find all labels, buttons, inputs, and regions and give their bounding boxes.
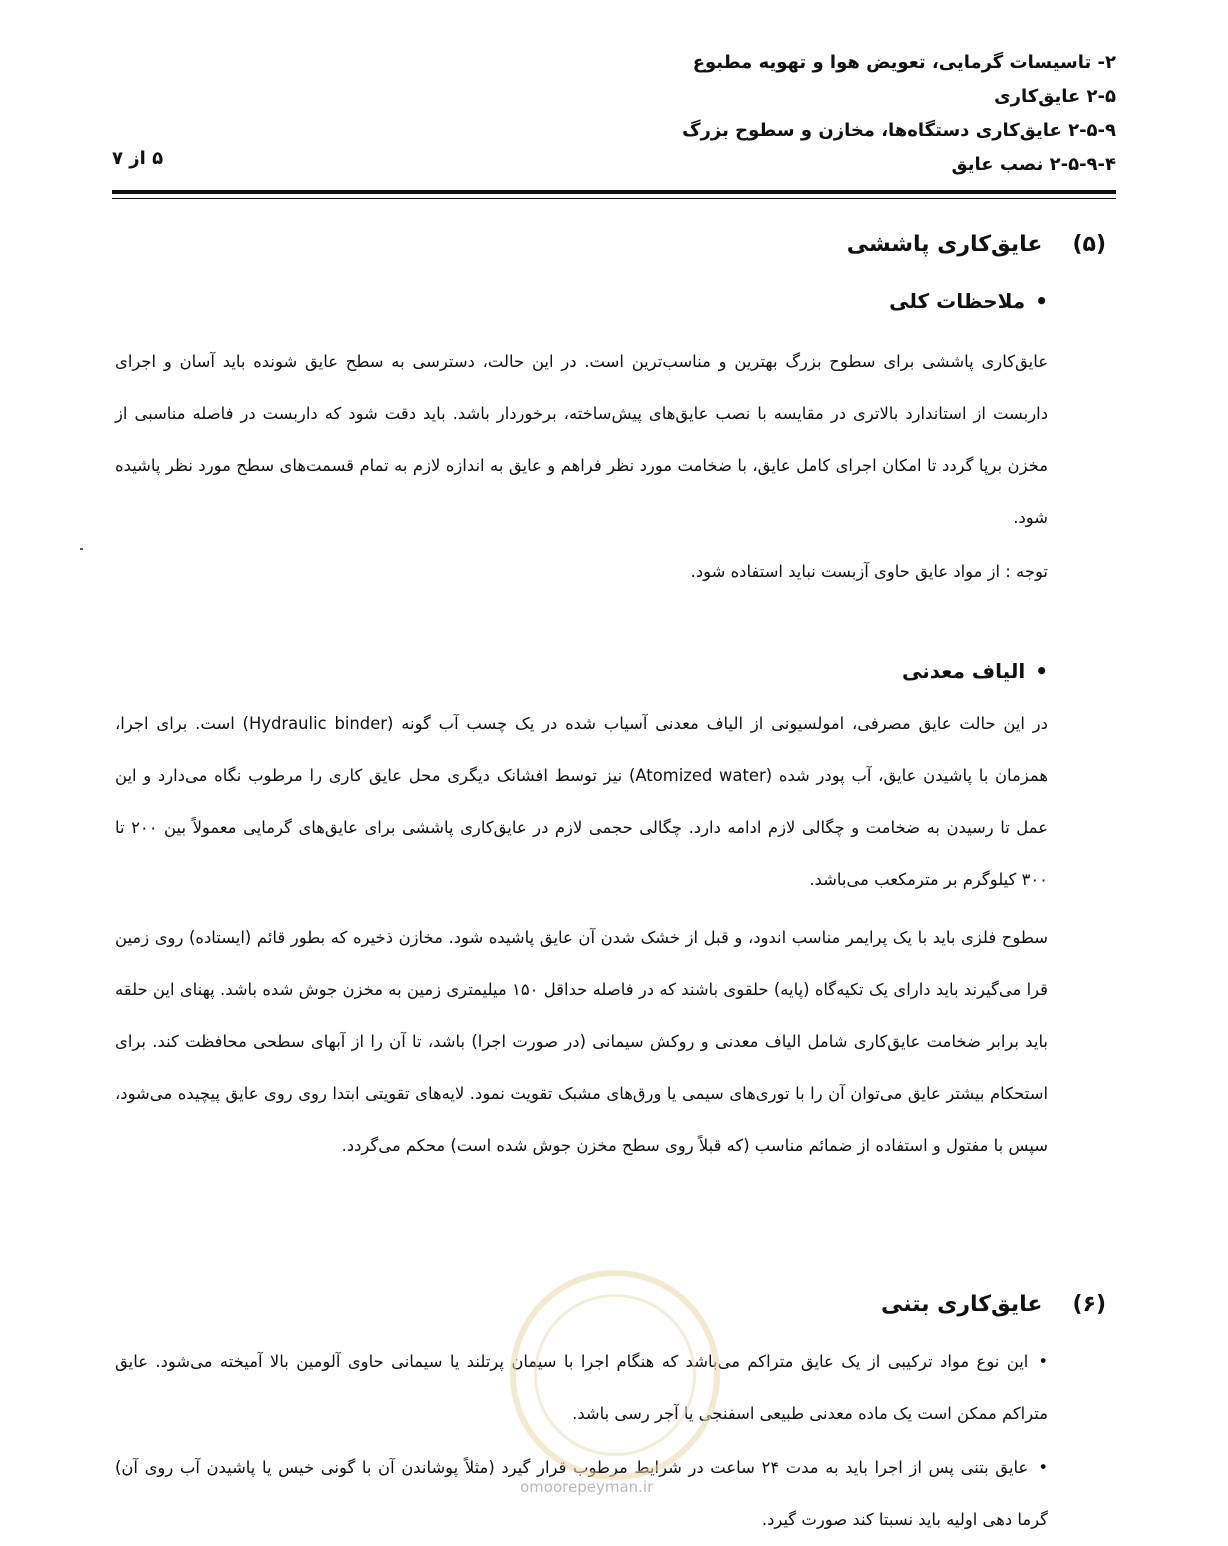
section-5-number: (۵) [1072, 232, 1106, 257]
section-6-number: (۶) [1072, 1292, 1106, 1317]
section-5-heading [847, 232, 1106, 257]
section-6-title: عایق‌کاری بتنی [881, 1292, 1043, 1317]
section-5-title: عایق‌کاری پاششی [846, 232, 1043, 257]
bullet-icon: • [1035, 659, 1048, 683]
page-header [112, 46, 1116, 182]
header-section: ۲-۵ عایق‌کاری [994, 86, 1116, 107]
mineral-heading [902, 659, 1048, 683]
general-paragraph: عایق‌کاری پاششی برای سطوح بزرگ بهترین و مناسب‌ترین است. در این حالت، دسترسی به سطح عایق شونده باید آسان و اجرای داربست از استاندارد بالاتری در مقایسه با نصب عایق‌های پیش‌ساخته، برخوردار باشد. باید دقت شود که داربست در فاصله مناسبی از مخزن برپا گردد تا امکان اجرای کامل عایق، با ضخامت مورد نظر فراهم و عایق به اندازه لازم به تمام قسمت‌های سطح مورد نظر پاشیده شود. [115, 352, 1048, 527]
header-chapter: ۲- تاسیسات گرمایی، تعویض هوا و تهویه مطبوع [692, 52, 1116, 73]
asbestos-note: توجه : از مواد عایق حاوی آزبست نباید استفاده شود. [690, 562, 1048, 581]
header-topic: ۲-۵-۹-۴ نصب عایق [951, 154, 1116, 175]
header-rule-thick [112, 190, 1116, 194]
watermark-seal-inner [534, 1294, 696, 1456]
list-item-text: این نوع مواد ترکیبی از یک عایق متراکم می‌باشد که هنگام اجرا با سیمان پرتلند یا سیمانی حاوی آلومین بالا آمیخته می‌شود. عایق متراکم ممکن است یک ماده معدنی طبیعی اسفنجی یا آجر رسی باشد. [115, 1352, 1048, 1423]
page-number: ۵ از ۷ [112, 148, 164, 169]
watermark-seal-icon [510, 1270, 720, 1480]
watermark-url: omoorepeyman.ir [520, 1478, 654, 1496]
bullet-icon: • [1038, 1352, 1048, 1371]
general-heading [889, 289, 1048, 313]
margin-speck [80, 548, 83, 550]
header-rule-thin [112, 198, 1116, 199]
general-title: ملاحظات کلی [889, 289, 1026, 313]
mineral-paragraph-2: سطوح فلزی باید با یک پرایمر مناسب اندود، و قبل از خشک شدن آن عایق پاشیده شود. مخازن ذخیره که بطور قائم (ایستاده) روی زمین قرا می‌گیرند باید دارای یک تکیه‌گاه (پایه) حلقوی باشند که در فاصله حداقل ۱۵۰ میلیمتری زمین به مخزن جوش شده باشد. پهنای این حلقه باید برابر ضخامت عایق‌کاری شامل الیاف معدنی و روکش سیمانی (در صورت اجرا) باشد، تا آن را از آبهای سطحی محافظت کند. برای استحکام بیشتر عایق می‌توان آن را با توری‌های سیمی یا ورق‌های مشبک تقویت نمود. لایه‌های تقویتی ابتدا روی روی عایق پیچیده می‌شود، سپس با مفتول و استفاده از ضمائم مناسب (که قبلاً روی سطح مخزن جوش شده است) محکم می‌گردد. [115, 928, 1048, 1155]
mineral-paragraph-1: در این حالت عایق مصرفی، امولسیونی از الیاف معدنی آسیاب شده در یک چسب آب گونه (Hydraulic binder) است. برای اجرا، همزمان با پاشیدن عایق، آب پودر شده (Atomized water) نیز توسط افشانک دیگری محل عایق کاری را مرطوب نگاه می‌دارد و این عمل تا رسیدن به ضخامت و چگالی لازم ادامه دارد. چگالی حجمی لازم در عایق‌کاری پاششی برای عایق‌های گرمایی معمولاً بین ۲۰۰ تا ۳۰۰ کیلوگرم بر مترمکعب می‌باشد. [115, 714, 1048, 889]
bullet-icon: • [1035, 289, 1048, 313]
mineral-title: الیاف معدنی [902, 659, 1026, 683]
bullet-icon: • [1038, 1458, 1048, 1477]
header-subsection: ۲-۵-۹ عایق‌کاری دستگاه‌ها، مخازن و سطوح بزرگ [682, 120, 1116, 141]
list-item-text: عایق بتنی پس از اجرا باید به مدت ۲۴ ساعت در شرایط مرطوب قرار گیرد (مثلاً پوشاندن آن با گونی خیس یا پاشیدن آب روی آن) گرما دهی اولیه باید نسبتا کند صورت گیرد. [115, 1458, 1048, 1529]
section-6-heading [881, 1292, 1106, 1317]
